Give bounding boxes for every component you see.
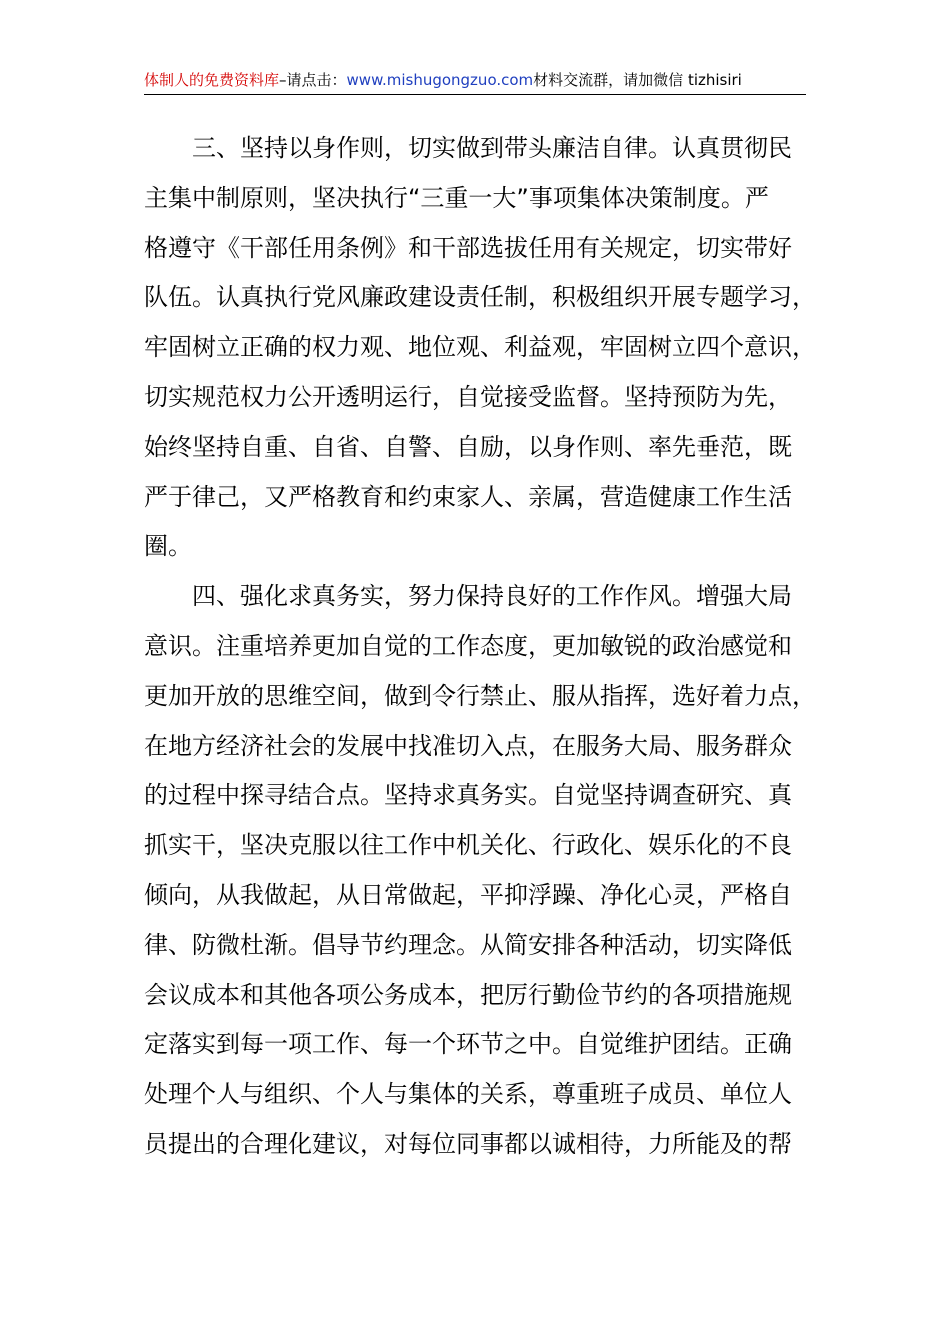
text-line: 牢固树立正确的权力观、地位观、利益观，牢固树立四个意识， [144, 333, 816, 362]
text-line: 严于律己，又严格教育和约束家人、亲属，营造健康工作生活 [144, 482, 792, 511]
text-line: 四、强化求真务实，努力保持良好的工作作风。增强大局 [192, 582, 792, 611]
text-line: 的过程中探寻结合点。坚持求真务实。自觉坚持调查研究、真 [144, 781, 792, 810]
text-line: 始终坚持自重、自省、自警、自励，以身作则、率先垂范，既 [144, 432, 792, 461]
header-prompt: –请点击： [279, 71, 347, 89]
text-line: 抓实干，坚决克服以往工作中机关化、行政化、娱乐化的不良 [144, 831, 792, 860]
text-line: 倾向，从我做起，从日常做起，平抑浮躁、净化心灵，严格自 [144, 880, 792, 909]
text-line: 会议成本和其他各项公务成本，把厉行勤俭节约的各项措施规 [144, 980, 792, 1009]
header-brand: 体制人的免费资料库 [144, 71, 280, 89]
paragraph-3 [144, 124, 816, 572]
text-line: 格遵守《干部任用条例》和干部选拔任用有关规定，切实带好 [144, 233, 792, 262]
text-line: 意识。注重培养更加自觉的工作态度，更加敏锐的政治感觉和 [144, 631, 792, 660]
page-header [144, 66, 806, 95]
text-line: 主集中制原则，坚决执行“三重一大”事项集体决策制度。严 [144, 183, 769, 212]
text-line: 圈。 [144, 532, 192, 561]
document-body [144, 124, 816, 1170]
text-line: 在地方经济社会的发展中找准切入点，在服务大局、服务群众 [144, 731, 792, 760]
text-line: 切实规范权力公开透明运行，自觉接受监督。坚持预防为先， [144, 382, 792, 411]
text-line: 处理个人与组织、个人与集体的关系，尊重班子成员、单位人 [144, 1080, 792, 1109]
header-url-link[interactable]: www.mishugongzuo.com [346, 71, 534, 89]
text-line: 定落实到每一项工作、每一个环节之中。自觉维护团结。正确 [144, 1030, 792, 1059]
text-line: 员提出的合理化建议，对每位同事都以诚相待，力所能及的帮 [144, 1129, 792, 1158]
text-line: 更加开放的思维空间，做到令行禁止、服从指挥，选好着力点， [144, 681, 816, 710]
text-line: 律、防微杜渐。倡导节约理念。从简安排各种活动，切实降低 [144, 930, 792, 959]
text-line: 队伍。认真执行党风廉政建设责任制，积极组织开展专题学习， [144, 283, 816, 312]
paragraph-4 [144, 572, 816, 1170]
text-line: 三、坚持以身作则，切实做到带头廉洁自律。认真贯彻民 [192, 134, 792, 162]
header-wechat-note: 材料交流群，请加微信 tizhisiri [533, 71, 742, 89]
